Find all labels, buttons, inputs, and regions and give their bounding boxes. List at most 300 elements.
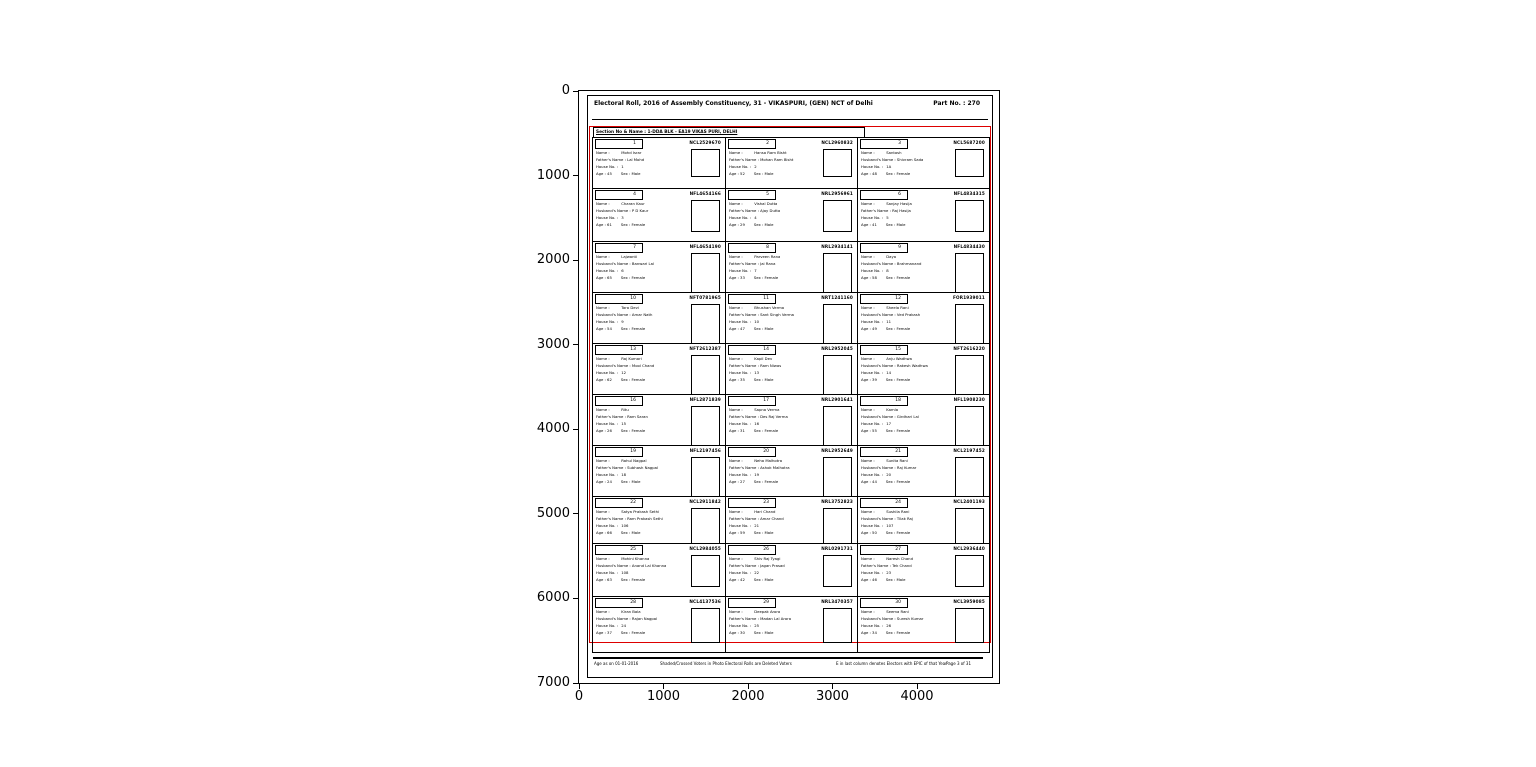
sex-value: Sex : Female <box>620 326 646 331</box>
age-sex-line <box>861 172 910 177</box>
relation-name <box>596 209 648 214</box>
age-sex-line <box>729 276 778 281</box>
voter-name-label: Name : <box>729 201 743 206</box>
house-number-label: House No. : <box>596 370 618 375</box>
title-divider <box>592 119 988 120</box>
age-value: Age : 35 <box>729 377 745 382</box>
house-number-value: 6 <box>620 268 624 273</box>
voter-card <box>857 395 989 445</box>
epic-number: NRL2934141 <box>821 244 853 249</box>
relation-name-value: Girdhari Lal <box>895 414 919 419</box>
age-sex-line <box>596 631 645 636</box>
relation-name <box>729 564 785 569</box>
age-value: Age : 52 <box>729 171 745 176</box>
y-axis-tick-label: 1000 <box>536 167 570 183</box>
house-number-value: 12 <box>620 370 627 375</box>
age-value: Age : 45 <box>596 171 612 176</box>
serial-number: 29 <box>728 598 776 608</box>
house-number-label: House No. : <box>596 268 618 273</box>
age-sex-line <box>861 327 910 332</box>
serial-number: 25 <box>595 545 643 555</box>
house-number-label: House No. : <box>861 164 883 169</box>
relation-name-label: Father's Name : <box>729 414 759 419</box>
voter-name-label: Name : <box>596 254 610 259</box>
age-sex-line <box>861 378 910 383</box>
age-value: Age : 49 <box>861 326 877 331</box>
voter-name <box>596 202 645 207</box>
relation-name-value: Mohan Ram Bisht <box>758 157 794 162</box>
relation-name-label: Father's Name : <box>729 465 759 470</box>
house-number-label: House No. : <box>596 623 618 628</box>
relation-name <box>596 564 666 569</box>
serial-number: 1 <box>595 139 643 149</box>
serial-number: 10 <box>595 294 643 304</box>
voter-name <box>729 202 777 207</box>
age-value: Age : 37 <box>596 630 612 635</box>
voter-card <box>857 293 989 343</box>
photo-box <box>823 457 852 497</box>
epic-number: NFT2616220 <box>953 346 985 351</box>
voter-name-value: Sanjay Hasija <box>885 201 912 206</box>
y-axis-tick-label: 5000 <box>536 505 570 521</box>
voter-name-value: Anju Wadhwa <box>885 356 912 361</box>
voter-name <box>861 255 896 260</box>
serial-number: 19 <box>595 447 643 457</box>
voter-name-value: Santosh <box>885 150 902 155</box>
age-sex-line <box>596 327 645 332</box>
photo-box <box>691 555 720 587</box>
house-number-value: 18 <box>620 472 627 477</box>
photo-box <box>955 555 984 587</box>
voter-name <box>596 151 641 156</box>
voter-card <box>857 242 989 292</box>
sex-value: Sex : Female <box>753 479 779 484</box>
relation-name-label: Husband's Name : <box>861 312 896 317</box>
voter-card <box>857 446 989 496</box>
house-number <box>596 571 628 576</box>
voter-card <box>725 497 857 543</box>
age-sex-line <box>596 223 645 228</box>
photo-box <box>955 253 984 293</box>
house-number-value: 14 <box>885 370 892 375</box>
y-axis-tick <box>573 175 578 176</box>
age-sex-line <box>861 429 910 434</box>
voter-card-row <box>593 496 989 543</box>
serial-number: 12 <box>860 294 908 304</box>
relation-name-label: Father's Name : <box>596 516 626 521</box>
relation-name <box>596 313 652 318</box>
sex-value: Sex : Male <box>753 577 774 582</box>
sex-value: Sex : Male <box>753 171 774 176</box>
photo-box <box>955 457 984 497</box>
photo-box <box>955 200 984 232</box>
house-number-label: House No. : <box>861 472 883 477</box>
age-value: Age : 66 <box>596 530 612 535</box>
relation-name-label: Father's Name : <box>861 208 891 213</box>
sex-value: Sex : Female <box>885 530 911 535</box>
serial-number: 28 <box>595 598 643 608</box>
voter-card-row <box>593 241 989 292</box>
voter-card <box>593 544 725 596</box>
voter-card <box>857 344 989 394</box>
house-number <box>729 571 759 576</box>
relation-name-value: Jai Rana <box>758 261 776 266</box>
voter-name-label: Name : <box>861 254 875 259</box>
age-value: Age : 46 <box>861 577 877 582</box>
voter-name <box>861 610 909 615</box>
voter-name-value: Kiran Bala <box>620 609 641 614</box>
house-number <box>861 371 891 376</box>
age-value: Age : 26 <box>596 428 612 433</box>
voter-card <box>725 242 857 292</box>
house-number-value: 3 <box>620 215 624 220</box>
relation-name-label: Husband's Name : <box>596 363 631 368</box>
sex-value: Sex : Male <box>620 530 641 535</box>
house-number-label: House No. : <box>729 215 751 220</box>
relation-name-label: Father's Name : <box>729 616 759 621</box>
epic-number: NCL2960832 <box>821 140 853 145</box>
voter-card <box>725 344 857 394</box>
serial-number: 4 <box>595 190 643 200</box>
voter-name-label: Name : <box>596 509 610 514</box>
serial-number: 7 <box>595 243 643 253</box>
voter-name-label: Name : <box>729 356 743 361</box>
serial-number: 26 <box>728 545 776 555</box>
age-value: Age : 55 <box>861 428 877 433</box>
house-number <box>729 371 759 376</box>
relation-name-label: Husband's Name : <box>596 563 631 568</box>
voter-name <box>729 357 772 362</box>
serial-number: 27 <box>860 545 908 555</box>
relation-name <box>861 209 911 214</box>
serial-number: 22 <box>595 498 643 508</box>
photo-box <box>691 149 720 177</box>
relation-name-label: Husband's Name : <box>861 414 896 419</box>
epic-number: NCL2911842 <box>689 499 721 504</box>
epic-number: NFL4834315 <box>953 191 985 196</box>
house-number <box>861 524 893 529</box>
sex-value: Sex : Female <box>620 377 646 382</box>
voter-name-label: Name : <box>596 407 610 412</box>
house-number-value: 4 <box>753 215 757 220</box>
sex-value: Sex : Female <box>885 377 911 382</box>
house-number-value: 1A <box>885 164 892 169</box>
sex-value: Sex : Female <box>753 275 779 280</box>
relation-name-label: Father's Name : <box>596 157 626 162</box>
photo-box <box>955 608 984 643</box>
voter-card <box>857 544 989 596</box>
house-number-value: 2 <box>753 164 757 169</box>
voter-name <box>729 557 780 562</box>
age-sex-line <box>861 276 910 281</box>
house-number <box>729 422 759 427</box>
house-number <box>596 473 626 478</box>
voter-card <box>593 395 725 445</box>
sex-value: Sex : Female <box>620 275 646 280</box>
voter-name-label: Name : <box>861 407 875 412</box>
age-sex-line <box>596 378 645 383</box>
voter-card <box>725 446 857 496</box>
house-number-label: House No. : <box>861 570 883 575</box>
relation-name-label: Husband's Name : <box>596 261 631 266</box>
voter-card <box>593 497 725 543</box>
voter-name-label: Name : <box>596 150 610 155</box>
epic-number: NFL2197456 <box>689 448 721 453</box>
epic-number: NFL4654190 <box>689 244 721 249</box>
age-sex-line <box>596 480 641 485</box>
relation-name-label: Father's Name : <box>729 157 759 162</box>
house-number-value: 107 <box>885 523 894 528</box>
voter-name-value: Hari Chand <box>753 509 776 514</box>
age-sex-line <box>596 429 645 434</box>
sex-value: Sex : Male <box>885 577 906 582</box>
voter-card <box>857 497 989 543</box>
epic-number: NCL2936440 <box>953 546 985 551</box>
photo-box <box>823 406 852 446</box>
epic-number: NCL2401193 <box>953 499 985 504</box>
voter-name-value: Satya Prakash Sethi <box>620 509 660 514</box>
voter-card <box>725 544 857 596</box>
voter-name-value: Shiv Raj Tyagi <box>753 556 781 561</box>
photo-box <box>955 406 984 446</box>
voter-name <box>729 306 784 311</box>
y-axis-tick <box>573 344 578 345</box>
relation-name-value: Ashok Malhotra <box>758 465 790 470</box>
epic-number: NRL2901641 <box>821 397 853 402</box>
voter-name-value: Neha Malhotra <box>753 458 783 463</box>
age-sex-line <box>861 480 910 485</box>
photo-box <box>823 200 852 232</box>
voter-name-value: Sapna Verma <box>753 407 780 412</box>
relation-name-value: Mool Chand <box>630 363 655 368</box>
x-axis-tick-label: 2000 <box>731 689 765 704</box>
house-number-value: 5 <box>885 215 889 220</box>
photo-box <box>691 355 720 395</box>
voter-name <box>861 202 912 207</box>
relation-name-value: Ved Prakash <box>895 312 921 317</box>
voter-card <box>593 344 725 394</box>
voter-name-label: Name : <box>729 305 743 310</box>
voter-name-label: Name : <box>729 458 743 463</box>
voter-name <box>861 151 902 156</box>
house-number-value: 15 <box>620 421 627 426</box>
relation-name-label: Father's Name : <box>861 563 891 568</box>
house-number-label: House No. : <box>861 623 883 628</box>
voter-name-value: Seema Rani <box>885 609 909 614</box>
relation-name-label: Father's Name : <box>729 563 759 568</box>
age-sex-line <box>596 531 641 536</box>
relation-name-value: Suresh Kumar <box>895 616 924 621</box>
y-axis-tick <box>573 513 578 514</box>
voter-name-value: Sunita Rani <box>885 458 908 463</box>
epic-number: NCL2197452 <box>953 448 985 453</box>
relation-name-value: Madan Lal Arora <box>758 616 792 621</box>
voter-name-value: Daya <box>885 254 897 259</box>
y-axis-tick <box>573 429 578 430</box>
house-number <box>861 571 891 576</box>
serial-number: 18 <box>860 396 908 406</box>
relation-name <box>596 364 654 369</box>
part-number: Part No. : 270 <box>933 100 980 107</box>
voter-name <box>861 459 908 464</box>
house-number-label: House No. : <box>729 164 751 169</box>
age-value: Age : 58 <box>861 275 877 280</box>
sex-value: Sex : Female <box>620 222 646 227</box>
voter-card-row <box>593 138 989 188</box>
house-number-value: 11 <box>885 319 892 324</box>
sex-value: Sex : Female <box>885 479 911 484</box>
relation-name-label: Husband's Name : <box>861 516 896 521</box>
serial-number: 30 <box>860 598 908 608</box>
sex-value: Sex : Female <box>620 577 646 582</box>
house-number-value: 19 <box>753 472 760 477</box>
voter-name <box>596 557 649 562</box>
voter-name <box>729 459 782 464</box>
age-value: Age : 30 <box>729 630 745 635</box>
epic-number: NFL1908230 <box>953 397 985 402</box>
relation-name-label: Husband's Name : <box>596 208 631 213</box>
house-number <box>596 320 624 325</box>
voter-name-label: Name : <box>729 609 743 614</box>
house-number-label: House No. : <box>596 523 618 528</box>
house-number <box>729 524 759 529</box>
house-number-value: 23 <box>885 570 892 575</box>
y-axis-tick-label: 2000 <box>536 252 570 268</box>
house-number <box>861 269 889 274</box>
voter-name-value: Kapil Dev <box>753 356 773 361</box>
house-number <box>861 624 891 629</box>
y-axis-tick-label: 7000 <box>536 675 570 690</box>
voter-card-row <box>593 543 989 596</box>
epic-number: NFT2612387 <box>689 346 721 351</box>
voter-card <box>725 293 857 343</box>
voter-name <box>596 306 639 311</box>
relation-name-label: Father's Name : <box>596 465 626 470</box>
relation-name-value: Ajay Dutta <box>758 208 781 213</box>
house-number-value: 13 <box>753 370 760 375</box>
serial-number: 3 <box>860 139 908 149</box>
serial-number: 6 <box>860 190 908 200</box>
photo-box <box>823 304 852 344</box>
house-number-label: House No. : <box>861 421 883 426</box>
serial-number: 20 <box>728 447 776 457</box>
voter-card <box>593 446 725 496</box>
house-number-value: 9 <box>620 319 624 324</box>
relation-name-label: Father's Name : <box>729 363 759 368</box>
relation-name <box>596 466 658 471</box>
photo-box <box>823 555 852 587</box>
plot-axes <box>536 83 1000 704</box>
house-number <box>596 269 624 274</box>
sex-value: Sex : Female <box>885 171 911 176</box>
house-number-value: 20 <box>885 472 892 477</box>
sex-value: Sex : Male <box>753 222 774 227</box>
house-number-label: House No. : <box>729 523 751 528</box>
relation-name-value: Lal Mohd <box>625 157 645 162</box>
house-number <box>729 269 757 274</box>
relation-name-value: Ram Saran <box>625 414 648 419</box>
age-sex-line <box>729 172 774 177</box>
age-value: Age : 61 <box>596 222 612 227</box>
relation-name-value: Amar Nath <box>630 312 653 317</box>
relation-name <box>729 364 781 369</box>
relation-name-value: P D Kaur <box>630 208 649 213</box>
photo-box <box>823 253 852 293</box>
relation-name <box>861 564 912 569</box>
voter-card <box>593 138 725 188</box>
relation-name <box>729 617 791 622</box>
age-sex-line <box>861 631 910 636</box>
relation-name-value: Jagan Prasad <box>758 563 785 568</box>
house-number-label: House No. : <box>861 215 883 220</box>
voter-name <box>861 510 909 515</box>
photo-box <box>955 304 984 344</box>
y-axis-tick <box>573 598 578 599</box>
age-sex-line <box>729 531 774 536</box>
age-value: Age : 39 <box>861 377 877 382</box>
house-number <box>596 524 628 529</box>
relation-name-value: Subhash Nagpal <box>625 465 659 470</box>
voter-name-value: Bhushan Verma <box>753 305 785 310</box>
y-axis-tick <box>573 91 578 92</box>
relation-name-value: Des Raj Verma <box>758 414 788 419</box>
voter-card <box>593 189 725 241</box>
age-sex-line <box>729 480 778 485</box>
sex-value: Sex : Male <box>885 222 906 227</box>
y-axis-tick-label: 4000 <box>536 421 570 437</box>
relation-name <box>729 158 793 163</box>
house-number <box>861 473 891 478</box>
relation-name-label: Husband's Name : <box>596 312 631 317</box>
voter-name-value: Sheela Rani <box>885 305 909 310</box>
house-number-value: 1 <box>620 164 624 169</box>
voter-card <box>593 597 725 652</box>
age-value: Age : 29 <box>729 222 745 227</box>
voter-name-label: Name : <box>861 556 875 561</box>
voter-name-value: Hansa Ram Bisht <box>753 150 787 155</box>
relation-name-value: Ram Prakash Sethi <box>625 516 663 521</box>
voter-name <box>596 408 629 413</box>
serial-number: 5 <box>728 190 776 200</box>
sex-value: Sex : Male <box>620 479 641 484</box>
house-number-label: House No. : <box>729 370 751 375</box>
house-number-value: 24 <box>620 623 627 628</box>
epic-number: NRL2952649 <box>821 448 853 453</box>
house-number-label: House No. : <box>861 523 883 528</box>
voter-name-label: Name : <box>596 458 610 463</box>
relation-name-label: Father's Name : <box>729 516 759 521</box>
voter-name-label: Name : <box>861 305 875 310</box>
voter-name <box>596 610 641 615</box>
house-number-label: House No. : <box>596 570 618 575</box>
house-number-value: 21 <box>753 523 760 528</box>
house-number <box>729 624 759 629</box>
sex-value: Sex : Male <box>753 377 774 382</box>
house-number-label: House No. : <box>861 268 883 273</box>
x-axis-tick-label: 4000 <box>900 689 934 704</box>
house-number <box>729 320 759 325</box>
electoral-roll-page <box>587 95 993 678</box>
house-number-label: House No. : <box>729 421 751 426</box>
age-value: Age : 44 <box>861 479 877 484</box>
serial-number: 8 <box>728 243 776 253</box>
serial-number: 17 <box>728 396 776 406</box>
voter-card-row <box>593 394 989 445</box>
y-axis-tick-label: 3000 <box>536 336 570 352</box>
epic-number: NFL2871839 <box>689 397 721 402</box>
photo-box <box>691 253 720 293</box>
house-number-label: House No. : <box>596 472 618 477</box>
